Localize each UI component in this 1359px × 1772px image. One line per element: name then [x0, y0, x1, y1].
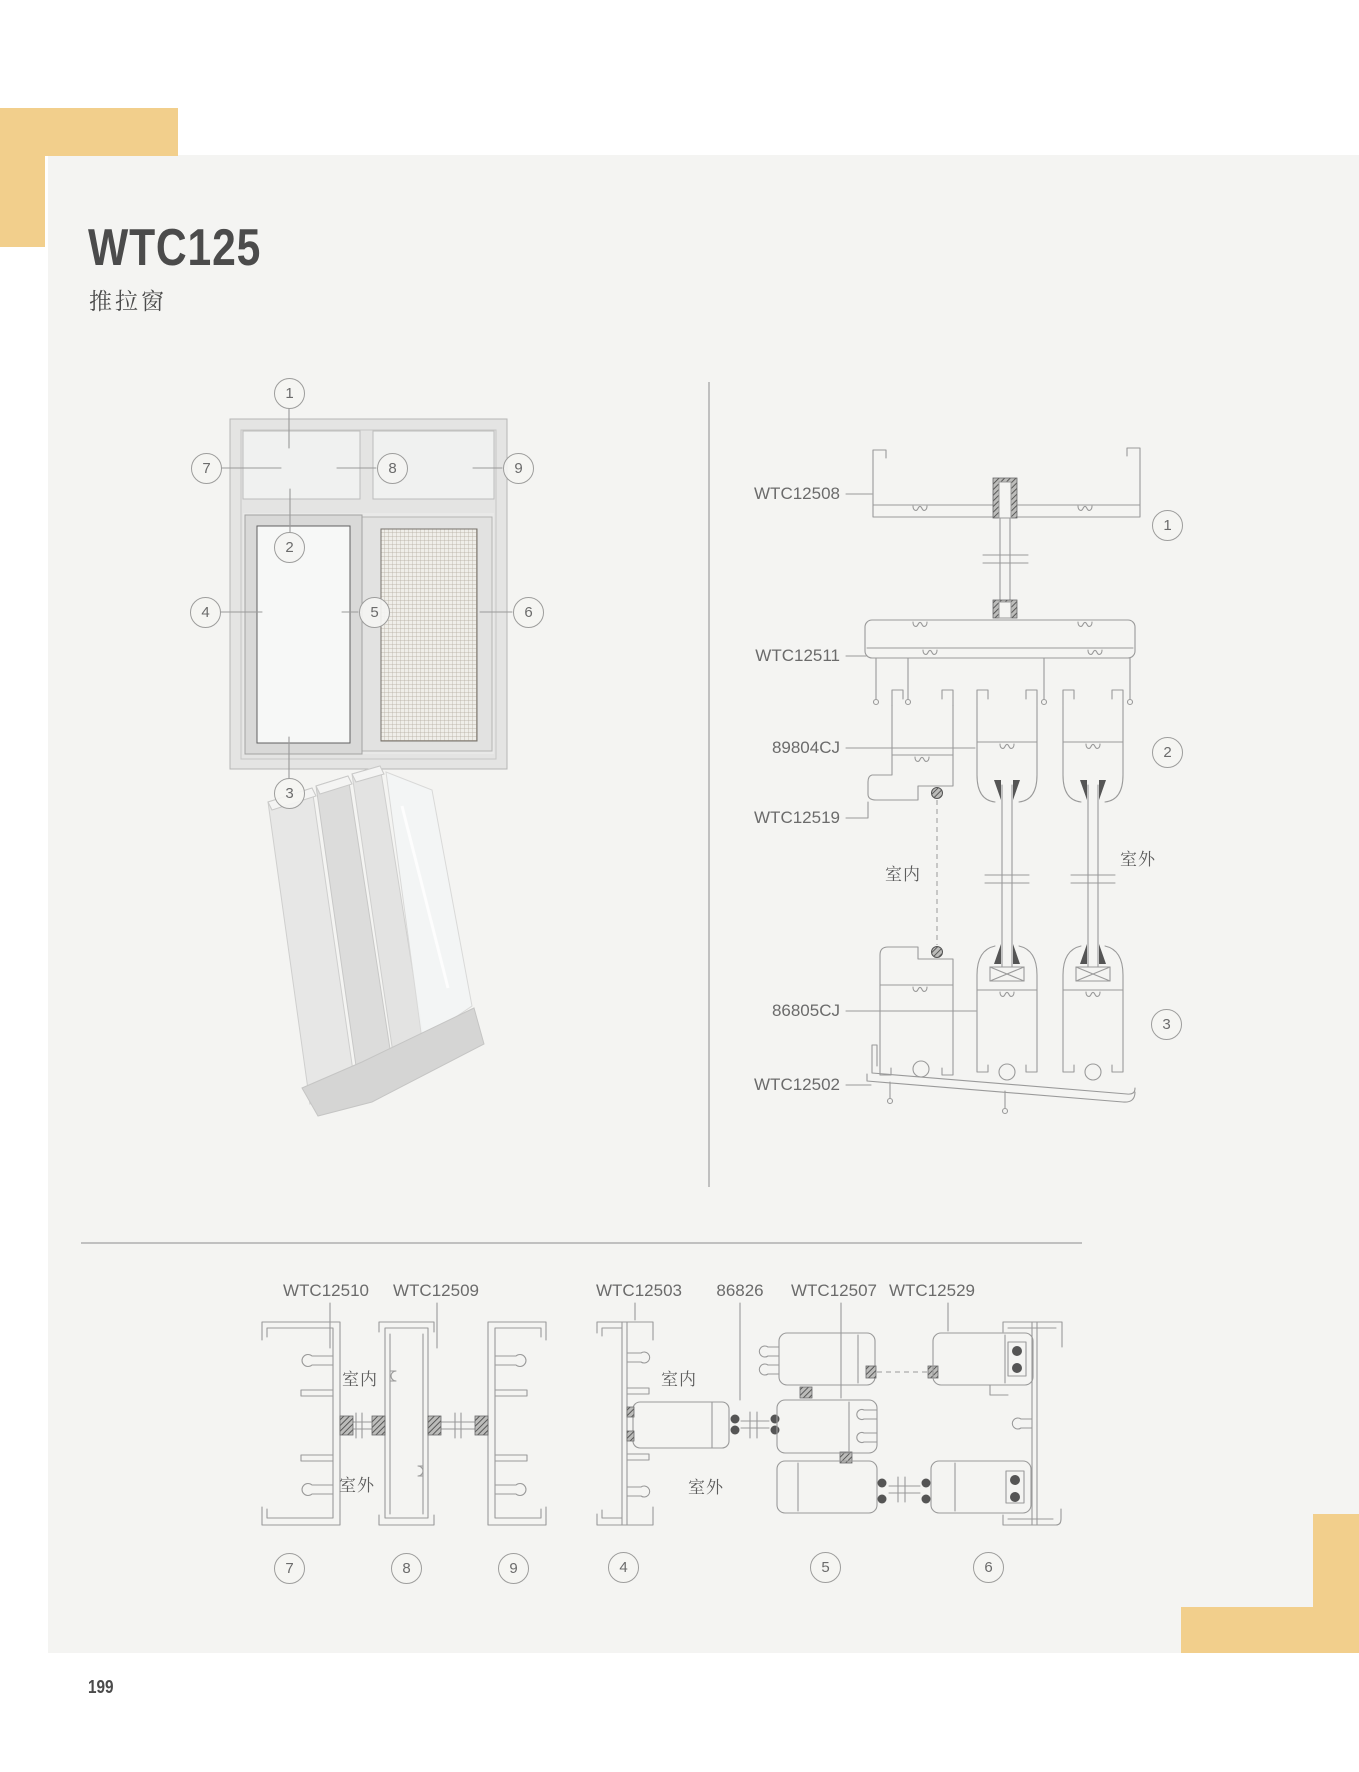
- part-label-86805cj: 86805CJ: [771, 1001, 840, 1020]
- part-label-wtc12529: WTC12529: [889, 1281, 975, 1300]
- section-callout-2: 2: [1152, 737, 1183, 768]
- callout-3: 3: [274, 778, 305, 809]
- section-callout-7: 7: [274, 1553, 305, 1584]
- profile-3d-render: [268, 766, 484, 1116]
- page-subtitle: 推拉窗: [89, 288, 167, 314]
- indoor-label-vertical: 室内: [885, 865, 921, 884]
- callout-5: 5: [359, 597, 390, 628]
- outdoor-label-vertical: 室外: [1120, 850, 1156, 869]
- screen-roller: [913, 1061, 929, 1077]
- page-title: WTC125: [88, 219, 262, 277]
- transom-pane-left: [243, 431, 360, 499]
- vertical-section-leaders: [846, 494, 976, 1085]
- section-callout-9: 9: [498, 1553, 529, 1584]
- window-elevation-diagram: [220, 409, 512, 778]
- indoor-label-right: 室内: [661, 1370, 697, 1389]
- horizontal-section-left: [262, 1303, 546, 1525]
- vertical-section-drawing: [846, 448, 1140, 1114]
- part-label-89804cj: 89804CJ: [771, 738, 840, 757]
- part-label-wtc12519: WTC12519: [754, 808, 840, 827]
- callout-7: 7: [191, 453, 222, 484]
- section-callout-8: 8: [391, 1553, 422, 1584]
- anti-lift-roller: [932, 788, 943, 799]
- part-label-wtc12502: WTC12502: [754, 1075, 840, 1094]
- callout-1: 1: [274, 378, 305, 409]
- callout-9: 9: [503, 453, 534, 484]
- sash-roller: [999, 1064, 1015, 1080]
- part-label-wtc12510: WTC12510: [283, 1281, 369, 1300]
- indoor-label-left: 室内: [342, 1370, 378, 1389]
- callout-6: 6: [513, 597, 544, 628]
- section-callout-5: 5: [810, 1552, 841, 1583]
- callout-4: 4: [190, 597, 221, 628]
- section-callout-6: 6: [973, 1552, 1004, 1583]
- insect-screen-mesh: [381, 529, 477, 741]
- section-callout-4: 4: [608, 1552, 639, 1583]
- page-number: 199: [88, 1677, 114, 1697]
- part-label-wtc12507: WTC12507: [791, 1281, 877, 1300]
- left-group-leaders: [330, 1303, 437, 1348]
- sash-glass: [257, 526, 350, 743]
- callout-8: 8: [377, 453, 408, 484]
- part-label-wtc12511: WTC12511: [755, 646, 840, 665]
- part-label-wtc12503: WTC12503: [596, 1281, 682, 1300]
- part-label-86826: 86826: [716, 1281, 764, 1300]
- outdoor-label-right: 室外: [688, 1478, 724, 1497]
- horizontal-section-right: [597, 1303, 1062, 1525]
- part-label-wtc12509: WTC12509: [393, 1281, 479, 1300]
- section-callout-1: 1: [1152, 510, 1183, 541]
- part-label-wtc12508: WTC12508: [754, 484, 840, 503]
- callout-2: 2: [274, 532, 305, 563]
- section-callout-3: 3: [1151, 1009, 1182, 1040]
- outdoor-label-left: 室外: [339, 1476, 375, 1495]
